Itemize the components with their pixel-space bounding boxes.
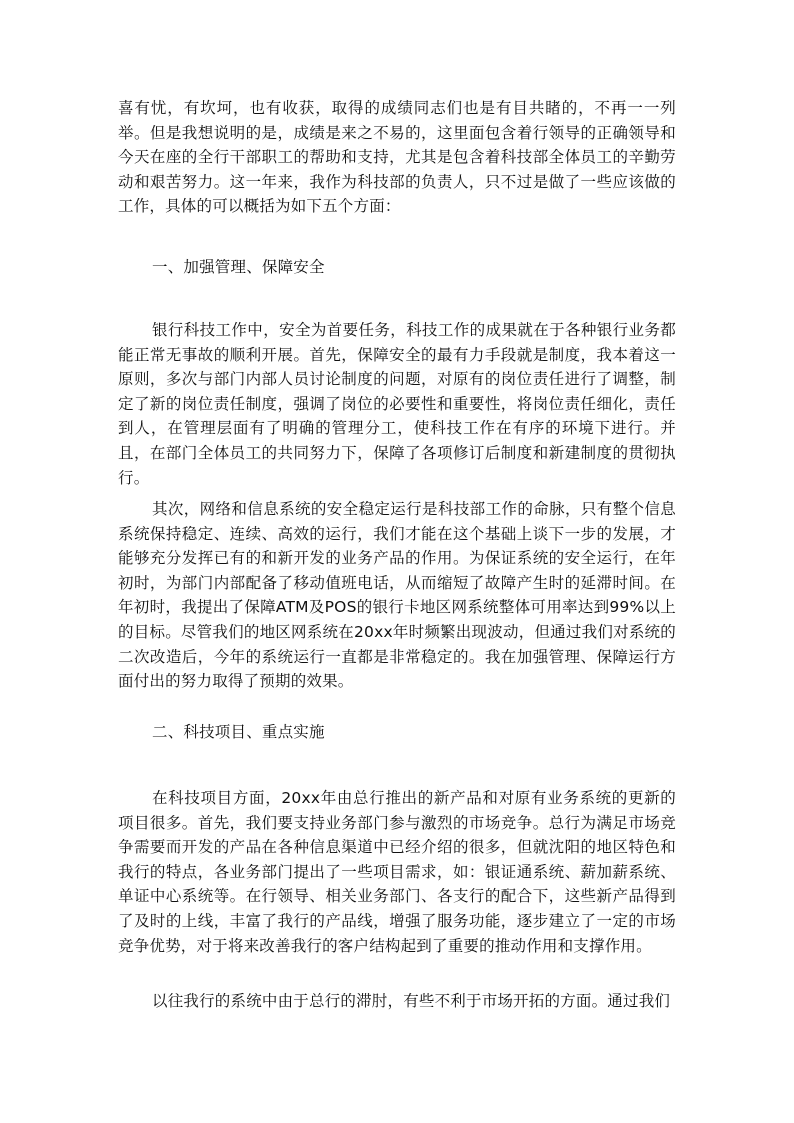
section-heading-2: 二、科技项目、重点实施 [152, 723, 325, 741]
section-1-paragraph-2: 其次，网络和信息系统的安全稳定运行是科技部工作的命脉，只有整个信息系统保持稳定、连续、高效的运行，我们才能在这个基础上谈下一步的发展，才能够充分发挥已有的和新开发的业务产品的作用。为保证系统的安全运行，在年初时，为部门内部配备了移动值班电话，从而缩短了故障产生时的延滞时间。在年初时，我提出了保障ATM及POS的银行卡地区网系统整体可用率达到99%以上的目标。尽管我们的地区网系统在20xx年时频繁出现波动，但通过我们对系统的二次改造后，今年的系统运行一直都是非常稳定的。我在加强管理、保障运行方面付出的努力取得了预期的效果。 [118, 500, 676, 691]
section-2-paragraph-1: 在科技项目方面，20xx年由总行推出的新产品和对原有业务系统的更新的项目很多。首先，我们要支持业务部门参与激烈的市场竞争。总行为满足市场竞争需要而开发的产品在各种信息渠道中已经介绍的很多，但就沈阳的地区特色和我行的特点，各业务部门提出了一些项目需求，如：银证通系统、薪加薪系统、单证中心系统等。在行领导、相关业务部门、各支行的配合下，这些新产品得到了及时的上线，丰富了我行的产品线，增强了服务功能，逐步建立了一定的市场竞争优势，对于将来改善我行的客户结构起到了重要的推动作用和支撑作用。 [118, 789, 676, 955]
intro-paragraph: 喜有忧，有坎坷，也有收获，取得的成绩同志们也是有目共睹的，不再一一列举。但是我想说明的是，成绩是来之不易的，这里面包含着行领导的正确领导和今天在座的全行干部职工的帮助和支持，尤其是包含着科技部全体员工的辛勤劳动和艰苦努力。这一年来，我作为科技部的负责人，只不过是做了一些应该做的工作，具体的可以概括为如下五个方面： [118, 99, 676, 216]
section-heading-1: 一、加强管理、保障安全 [152, 258, 325, 276]
section-1-paragraph-1: 银行科技工作中，安全为首要任务，科技工作的成果就在于各种银行业务都能正常无事故的顺利开展。首先，保障安全的最有力手段就是制度，我本着这一原则，多次与部门内部人员讨论制度的问题，对原有的岗位责任进行了调整，制定了新的岗位责任制度，强调了岗位的必要性和重要性，将岗位责任细化，责任到人，在管理层面有了明确的管理分工，使科技工作在有序的环境下进行。并且，在部门全体员工的共同努力下，保障了各项修订后制度和新建制度的贯彻执行。 [118, 321, 676, 487]
section-2-paragraph-2: 以往我行的系统中由于总行的滞肘，有些不利于市场开拓的方面。通过我们 [152, 992, 671, 1010]
